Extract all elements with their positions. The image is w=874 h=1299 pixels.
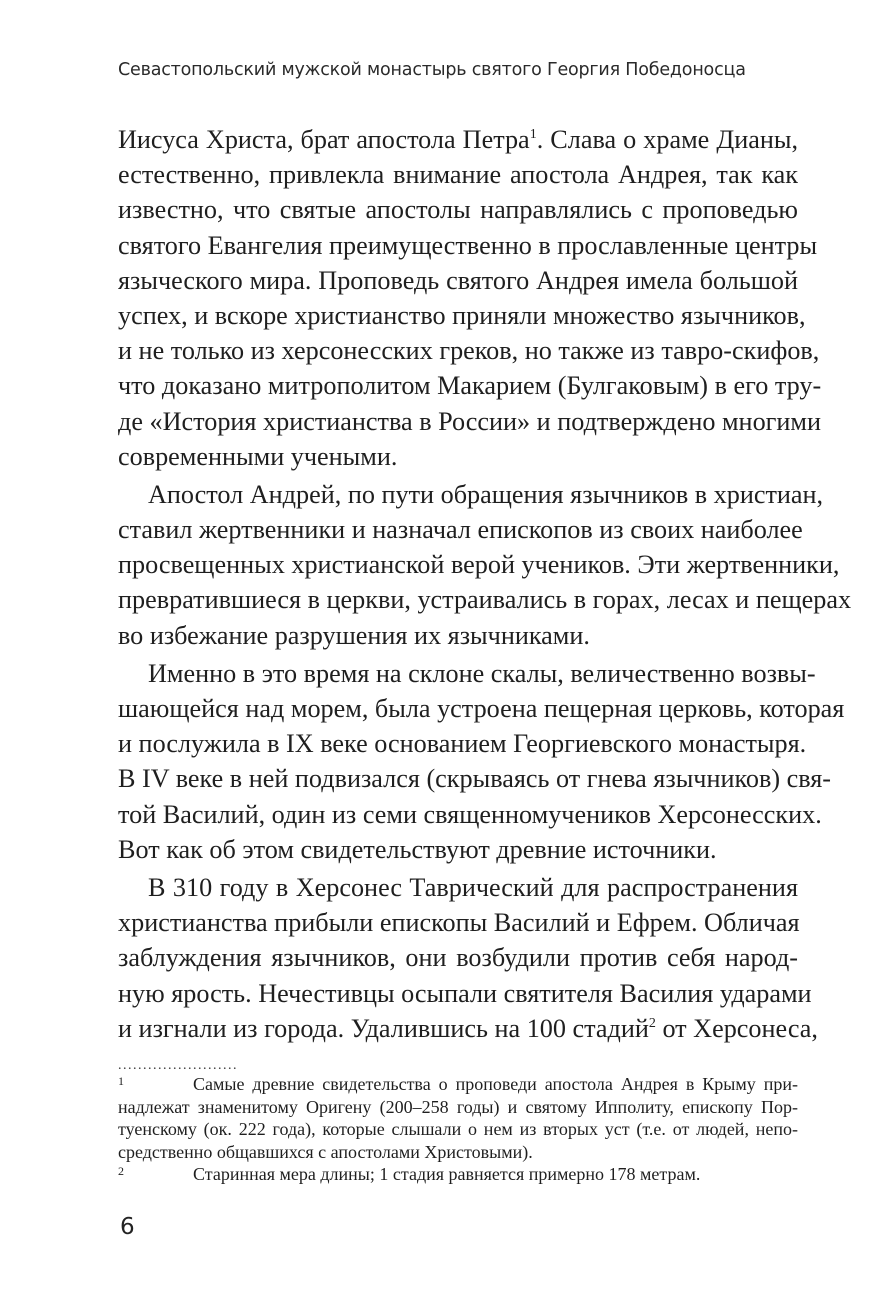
text-line: В IV веке в ней подвизался (скрываясь от гнева язычников) свя- (118, 764, 832, 794)
text-line: той Василий, один из семи священномучеников Херсонесских. (118, 799, 822, 829)
text-line: В 310 году в Херсонес Таврический для распространения (148, 872, 798, 902)
text-line: успех, и вскоре христианство приняли множество язычников, (118, 300, 806, 330)
footnote-line: туенскому (ок. 222 года), которые слышали о нем из вторых уст (т.е. от людей, непо- (118, 1119, 798, 1139)
text-line: Именно в это время на склоне скалы, величественно возвы- (148, 658, 816, 688)
main-text (118, 122, 852, 1046)
footnote-ref-1[interactable]: 1 (529, 127, 537, 142)
footnote-line: средственно общавшихся с апостолами Христовыми). (118, 1141, 533, 1162)
text-line: заблуждения язычников, они возбудили против себя народ- (118, 943, 798, 973)
text-line: ставил жертвенники и назначал епископов из своих наиболее (118, 515, 803, 545)
paragraph (118, 477, 852, 653)
footnotes (118, 1073, 798, 1186)
footnote-mark: 1 (118, 1074, 124, 1088)
text-line: шающейся над морем, была устроена пещерная церковь, которая (118, 694, 845, 723)
text-line: Вот как об этом свидетельствуют древние источники. (118, 834, 717, 864)
text-line: известно, что святые апостолы направлялись с проповедью (118, 195, 798, 225)
footnote-line: 1 Самые древние свидетельства о проповеди апостола Андрея в Крыму при- (118, 1073, 798, 1096)
text-line: естественно, привлекла внимание апостола Андрея, так как (118, 160, 798, 190)
footnote-separator: ........................ (118, 1058, 238, 1073)
text-line: и послужила в IX веке основанием Георгиевского монастыря. (118, 729, 807, 759)
text-line: святого Евангелия преимущественно в прославленные центры (118, 230, 818, 260)
text-line: де «История христианства в России» и подтверждено многими (118, 406, 822, 436)
text-line: современными учеными. (118, 441, 398, 471)
footnote-line: 2 Старинная мера длины; 1 стадия равняется примерно 178 метрам. (118, 1163, 798, 1186)
text-line: просвещенных христианской верой учеников. Эти жертвенники, (118, 550, 840, 580)
footnote-ref-2[interactable]: 2 (648, 1015, 656, 1031)
text-line: что доказано митрополитом Макарием (Булгаковым) в его тру- (118, 371, 822, 401)
text-line: ную ярость. Нечестивцы осыпали святителя Василия ударами (118, 978, 812, 1008)
text-line: Апостол Андрей, по пути обращения язычников в христиан, (148, 479, 824, 509)
text-line: превратившиеся в церкви, устраивались в горах, лесах и пещерах (118, 585, 852, 615)
text-line: во избежание разрушения их язычниками. (118, 620, 590, 650)
text-line: языческого мира. Проповедь святого Андрея имела большой (118, 265, 798, 295)
footnote-1 (118, 1073, 798, 1163)
footnote-2 (118, 1163, 798, 1186)
page-number: 6 (120, 1214, 135, 1240)
running-head: Севастопольский мужской монастырь святого Георгия Победоносца (118, 60, 746, 80)
paragraph (118, 122, 822, 474)
footnote-mark: 2 (118, 1164, 124, 1178)
paragraph (118, 656, 845, 867)
text-line: христианства прибыли епископы Василий и Ефрем. Обличая (118, 908, 800, 938)
text-line: и не только из херсонесских греков, но также из тавро-скифов, (118, 336, 820, 366)
text-line: Иисуса Христа, брат апостола Петра$^1$. Слава о храме Дианы, (118, 125, 799, 154)
paragraph (118, 870, 818, 1046)
text-line: и изгнали из города. Удалившись на 100 стадий$^2$ от Херсонеса, (118, 1013, 818, 1043)
footnote-line: надлежат знаменитому Оригену (200–258 годы) и святому Ипполиту, епископу Пор- (118, 1096, 798, 1117)
